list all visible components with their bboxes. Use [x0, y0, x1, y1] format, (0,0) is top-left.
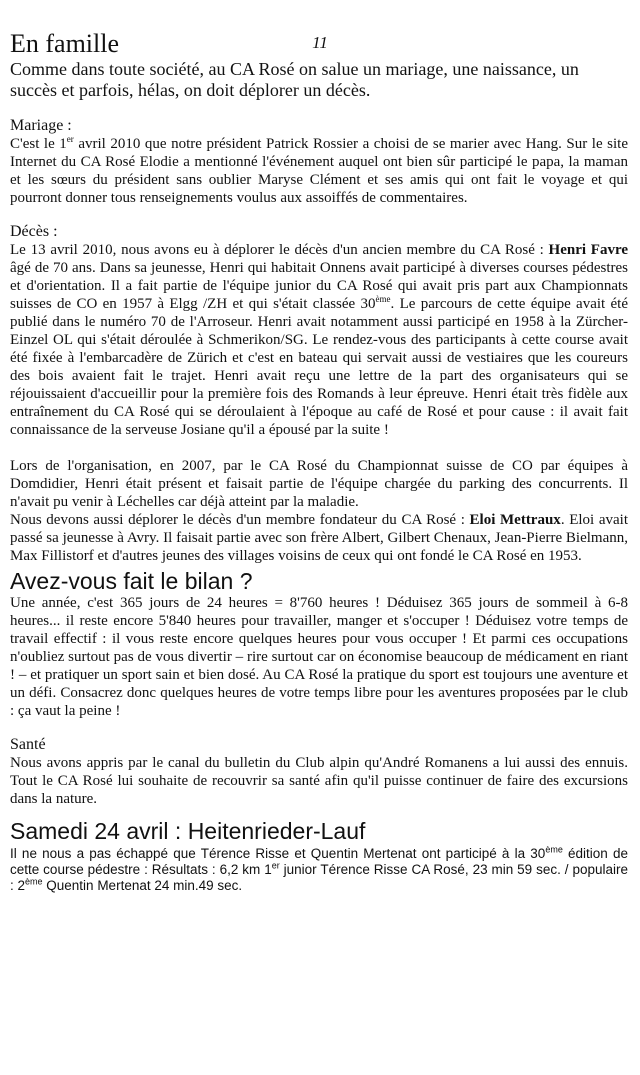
deces-text-1a: Le 13 avril 2010, nous avons eu à déplorer le décès d'un ancien membre du CA Rosé : [10, 242, 549, 258]
section-title-famille: En famille [10, 29, 120, 58]
deces-text-3a: Nous devons aussi déplorer le décès d'un membre fondateur du CA Rosé : [10, 512, 470, 528]
famille-intro: Comme dans toute société, au CA Rosé on salue un mariage, une naissance, un succès et parfois, hélas, on doit déplorer un décès. [10, 59, 579, 100]
deces-paragraph-1 [10, 241, 628, 439]
mariage-text-2: avril 2010 que notre président Patrick Rossier a choisi de se marier avec Hang. Sur le site Internet du CA Rosé Elodie a mentionné l'événement auquel ont bien sûr participé le papa, la maman et les sœurs du président sans oublier Maryse Clément et ses amis qui ont fait le voyage et qui pourront donner tous renseignements voulus aux assoiffés de commentaires. [10, 136, 628, 206]
bilan-paragraph: Une année, c'est 365 jours de 24 heures = 8'760 heures ! Déduisez 365 jours de sommeil à 6-8 heures... il reste encore 5'840 heures pour travailler, manger et s'occuper ! Déduisez votre temps de travail effectif : il vous reste encore quelques heures pour vous occuper ! Et parmi ces occupations n'oubliez surtout pas de vous divertir – rire surtout car on économise beaucoup de médicament en riant ! – et pratiquer un sport sain et bien dosé. Au CA Rosé la pratique du sport est toujours une aventure et un défi. Consacrez donc quelques heures de votre temps libre pour les aventures proposées par le club : ça vaut la peine ! [10, 595, 628, 719]
sante-paragraph: Nous avons appris par le canal du bulletin du Club alpin qu'André Romanens a lui aussi des ennuis. Tout le CA Rosé lui souhaite de recouvrir sa santé afin qu'il puisse continuer de faire des excursions dans la nature. [10, 755, 628, 807]
name-eloi-mettraux: Eloi Mettraux [469, 512, 561, 528]
first-suffix: er [271, 860, 280, 871]
heading-sante: Santé [10, 736, 46, 753]
deces-paragraph-3 [10, 511, 628, 565]
section-title-bilan: Avez-vous fait le bilan ? [10, 568, 253, 594]
heitenrieder-text-3: junior Térence Risse CA Rosé, 23 min 59 sec. / populaire : 2 [10, 862, 628, 893]
heitenrieder-text-1: Il ne nous a pas échappé que Térence Risse et Quentin Mertenat ont participé à la 30 [10, 846, 546, 861]
deces-text-1b: âgé de 70 ans. Dans sa jeunesse, Henri qui habitait Onnens avait participé à diverses courses pédestres et d'orientation. Il a fait partie de l'équipe junior du CA Rosé qui avait pris part aux Championnats suisses de CO en 1957 à Elgg /ZH et qui s'était classée 30 [10, 260, 628, 312]
heading-deces: Décès : [10, 223, 58, 240]
section-title-heitenrieder: Samedi 24 avril : Heitenrieder-Lauf [10, 818, 366, 844]
mariage-text-1: C'est le [10, 136, 60, 152]
deces-paragraph-2: Lors de l'organisation, en 2007, par le CA Rosé du Championnat suisse de CO par équipes à Domdidier, Henri était présent et faisait partie de l'équipe chargée du parking des concurrents. Il n'avait pu venir à Léchelles car déjà atteint par la maladie. [10, 458, 628, 510]
heitenrieder-paragraph [10, 846, 628, 894]
name-henri-favre: Henri Favre [548, 242, 629, 258]
heitenrieder-text-2: édition de cette course pédestre : Résultats : 6,2 km 1 [10, 846, 628, 877]
page [0, 30, 640, 1075]
second-suffix: ème [25, 876, 43, 887]
heading-mariage: Mariage : [10, 117, 72, 134]
mariage-day: 1 [59, 136, 67, 152]
heitenrieder-text-4: Quentin Mertenat 24 min.49 sec. [42, 878, 243, 893]
mariage-paragraph [10, 135, 628, 207]
deces-text-3b: . Eloi avait passé sa jeunesse à Avry. Il faisait partie avec son frère Albert, Gilbert Chenaux, Jean-Pierre Bielmann, Max Fillistorf et d'autres jeunes des villages voisins de ceux qui ont fondé le CA Rosé en 1953. [10, 512, 628, 564]
edition-suffix: ème [545, 844, 563, 855]
rank-suffix: ème [375, 294, 391, 304]
mariage-day-suffix: er [66, 134, 74, 144]
page-number: 11 [312, 33, 328, 52]
deces-text-1c: . Le parcours de cette équipe avait été publié dans le numéro 70 de l'Arroseur. Henri avait notamment aussi participé en 1958 à la Zürcher-Einzel OL qui s'était déroulée à Schmerikon/SG. Le rendez-vous des participants à cette course avait été fixée à l'embarcadère de Zürich et c'est en bateau qui servait aussi de vestiaires que les coureurs des bois avaient fait le trajet. Henri avait reçu une lettre de la part des organisateurs qui se réjouissaient d'accueillir pour la première fois des Romands à leur épreuve. Henri était très fidèle aux entraînement du CA Rosé qui se déroulaient à l'époque au café de Rosé et pour cause : il avait fait connaissance de la serveuse Josiane qu'il a épousé par la suite ! [10, 296, 628, 438]
